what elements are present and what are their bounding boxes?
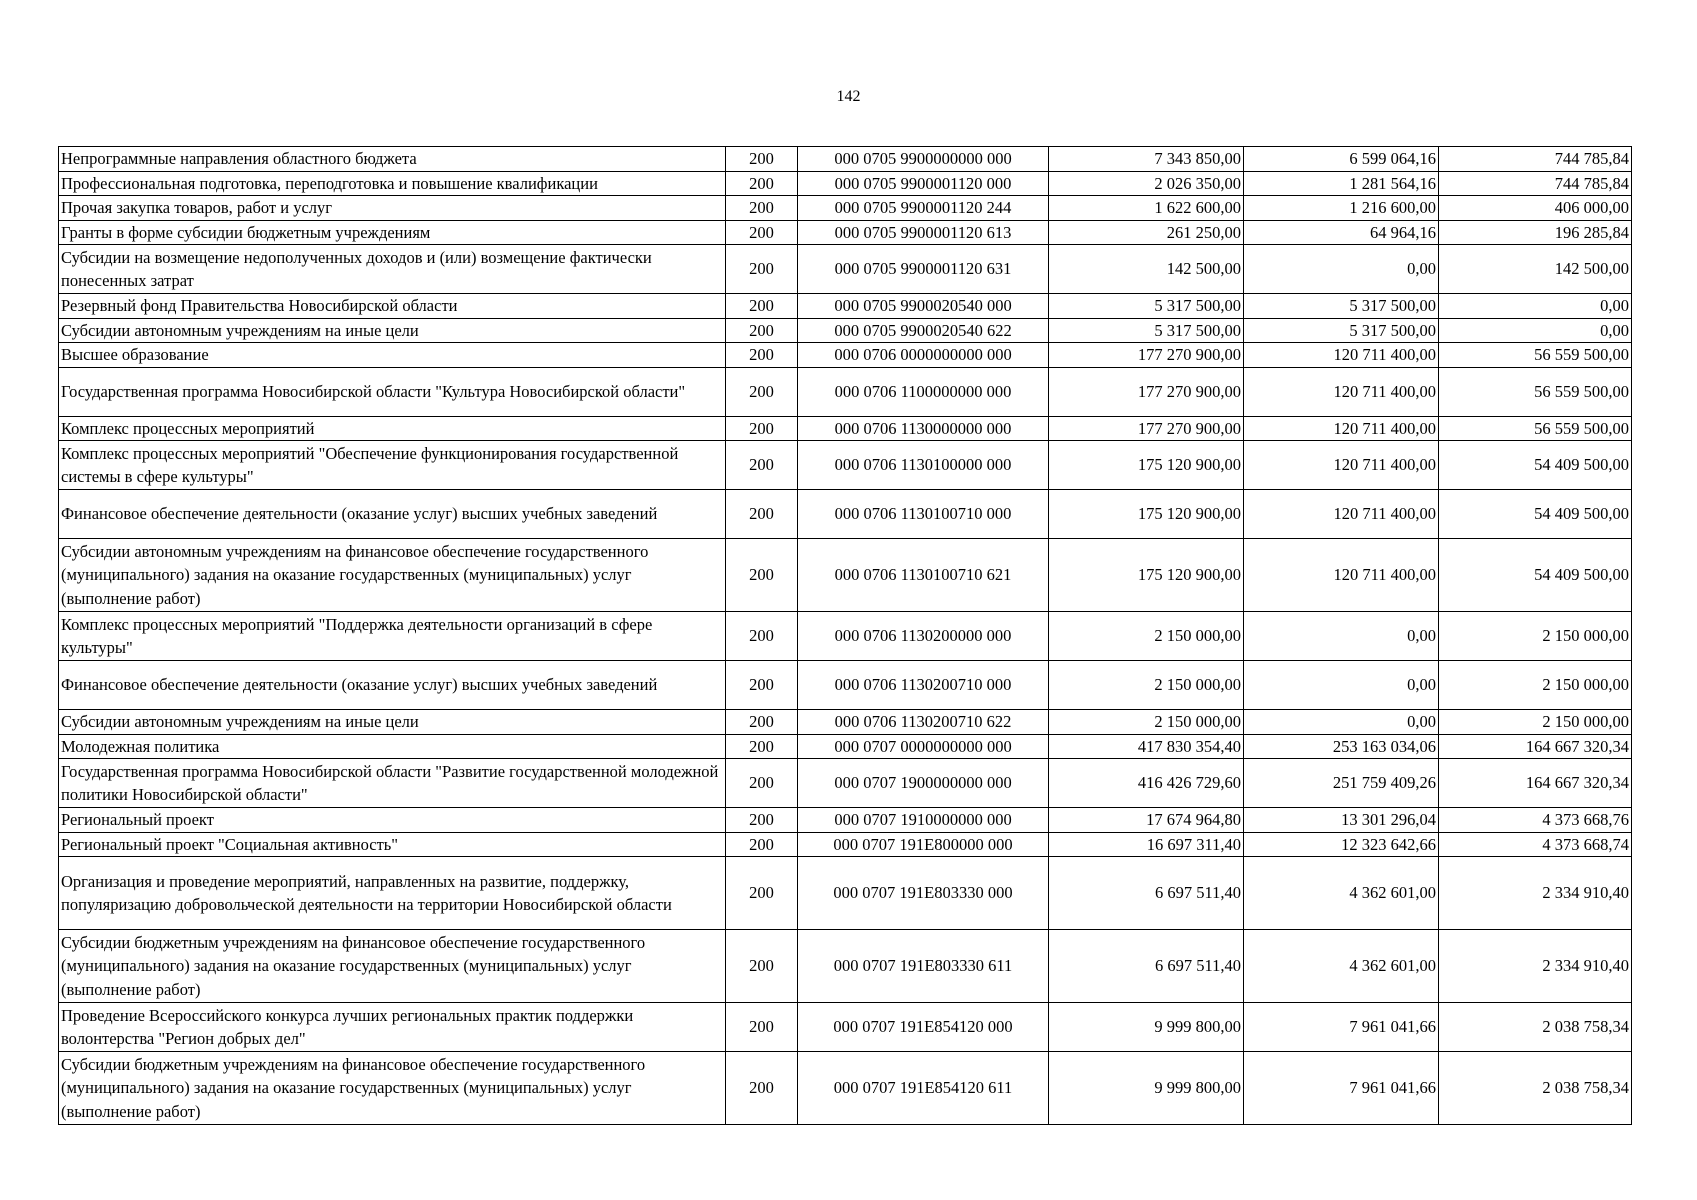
row-executed: 1 216 600,00 [1244,196,1439,221]
row-unexecuted: 164 667 320,34 [1439,759,1632,808]
row-unexecuted: 4 373 668,76 [1439,808,1632,833]
row-budget-code: 000 0705 9900001120 613 [798,220,1049,245]
row-name: Непрограммные направления областного бюджета [59,147,726,172]
table-row [59,759,1632,808]
row-code: 200 [726,318,798,343]
row-unexecuted: 2 150 000,00 [1439,612,1632,661]
row-executed: 13 301 296,04 [1244,808,1439,833]
row-code: 200 [726,367,798,416]
row-unexecuted: 2 038 758,34 [1439,1003,1632,1052]
row-approved: 142 500,00 [1049,245,1244,294]
row-budget-code: 000 0706 1130200710 622 [798,710,1049,735]
row-name: Молодежная политика [59,734,726,759]
table-row [59,416,1632,441]
row-approved: 5 317 500,00 [1049,294,1244,319]
table-row [59,245,1632,294]
row-code: 200 [726,343,798,368]
row-unexecuted: 164 667 320,34 [1439,734,1632,759]
row-code: 200 [726,734,798,759]
row-executed: 1 281 564,16 [1244,171,1439,196]
table-row [59,832,1632,857]
row-unexecuted: 56 559 500,00 [1439,343,1632,368]
table-row [59,343,1632,368]
row-code: 200 [726,661,798,710]
budget-table [58,146,1632,1125]
row-name: Резервный фонд Правительства Новосибирской области [59,294,726,319]
row-approved: 175 120 900,00 [1049,490,1244,539]
row-approved: 2 150 000,00 [1049,710,1244,735]
row-executed: 120 711 400,00 [1244,441,1439,490]
row-approved: 1 622 600,00 [1049,196,1244,221]
row-name: Прочая закупка товаров, работ и услуг [59,196,726,221]
row-approved: 175 120 900,00 [1049,539,1244,612]
row-approved: 177 270 900,00 [1049,343,1244,368]
row-budget-code: 000 0707 191E854120 611 [798,1052,1049,1125]
row-unexecuted: 0,00 [1439,318,1632,343]
row-executed: 0,00 [1244,661,1439,710]
table-row [59,710,1632,735]
row-name: Комплекс процессных мероприятий [59,416,726,441]
row-name: Финансовое обеспечение деятельности (оказание услуг) высших учебных заведений [59,661,726,710]
row-name: Высшее образование [59,343,726,368]
table-row [59,539,1632,612]
row-code: 200 [726,539,798,612]
row-code: 200 [726,930,798,1003]
row-code: 200 [726,441,798,490]
table-row [59,1052,1632,1125]
row-executed: 251 759 409,26 [1244,759,1439,808]
table-row [59,734,1632,759]
row-executed: 120 711 400,00 [1244,367,1439,416]
row-executed: 253 163 034,06 [1244,734,1439,759]
row-unexecuted: 2 334 910,40 [1439,857,1632,930]
row-budget-code: 000 0707 1900000000 000 [798,759,1049,808]
table-row [59,220,1632,245]
row-budget-code: 000 0706 1130200000 000 [798,612,1049,661]
row-code: 200 [726,220,798,245]
row-approved: 2 150 000,00 [1049,661,1244,710]
row-budget-code: 000 0705 9900001120 244 [798,196,1049,221]
table-row [59,1003,1632,1052]
row-name: Субсидии бюджетным учреждениям на финансовое обеспечение государственного (муниципального) задания на оказание государственных (муниципальных) услуг (выполнение работ) [59,930,726,1003]
row-approved: 177 270 900,00 [1049,367,1244,416]
row-executed: 0,00 [1244,612,1439,661]
row-executed: 6 599 064,16 [1244,147,1439,172]
row-budget-code: 000 0705 9900001120 000 [798,171,1049,196]
row-unexecuted: 54 409 500,00 [1439,539,1632,612]
row-approved: 7 343 850,00 [1049,147,1244,172]
row-executed: 120 711 400,00 [1244,539,1439,612]
row-code: 200 [726,759,798,808]
row-approved: 6 697 511,40 [1049,930,1244,1003]
row-unexecuted: 54 409 500,00 [1439,490,1632,539]
row-unexecuted: 2 150 000,00 [1439,710,1632,735]
row-budget-code: 000 0706 1130000000 000 [798,416,1049,441]
row-code: 200 [726,245,798,294]
row-budget-code: 000 0706 1130100710 621 [798,539,1049,612]
row-budget-code: 000 0705 9900000000 000 [798,147,1049,172]
table-row [59,612,1632,661]
row-approved: 9 999 800,00 [1049,1052,1244,1125]
row-code: 200 [726,808,798,833]
table-row [59,171,1632,196]
row-name: Региональный проект [59,808,726,833]
row-approved: 6 697 511,40 [1049,857,1244,930]
row-approved: 9 999 800,00 [1049,1003,1244,1052]
row-budget-code: 000 0705 9900001120 631 [798,245,1049,294]
row-executed: 7 961 041,66 [1244,1052,1439,1125]
row-unexecuted: 744 785,84 [1439,147,1632,172]
row-budget-code: 000 0706 1130100000 000 [798,441,1049,490]
row-unexecuted: 142 500,00 [1439,245,1632,294]
row-executed: 4 362 601,00 [1244,857,1439,930]
row-approved: 5 317 500,00 [1049,318,1244,343]
row-budget-code: 000 0707 1910000000 000 [798,808,1049,833]
table-row [59,367,1632,416]
row-unexecuted: 406 000,00 [1439,196,1632,221]
table-row [59,196,1632,221]
row-unexecuted: 2 150 000,00 [1439,661,1632,710]
table-row [59,490,1632,539]
page-number: 142 [836,88,861,105]
row-name: Профессиональная подготовка, переподготовка и повышение квалификации [59,171,726,196]
row-executed: 5 317 500,00 [1244,318,1439,343]
row-approved: 175 120 900,00 [1049,441,1244,490]
row-executed: 12 323 642,66 [1244,832,1439,857]
table-row [59,930,1632,1003]
row-name: Субсидии на возмещение недополученных доходов и (или) возмещение фактически понесенных затрат [59,245,726,294]
row-code: 200 [726,416,798,441]
row-code: 200 [726,294,798,319]
row-budget-code: 000 0707 191E854120 000 [798,1003,1049,1052]
row-executed: 5 317 500,00 [1244,294,1439,319]
row-code: 200 [726,490,798,539]
row-approved: 2 150 000,00 [1049,612,1244,661]
row-budget-code: 000 0707 191E803330 611 [798,930,1049,1003]
row-approved: 417 830 354,40 [1049,734,1244,759]
row-name: Финансовое обеспечение деятельности (оказание услуг) высших учебных заведений [59,490,726,539]
row-approved: 261 250,00 [1049,220,1244,245]
table-row [59,294,1632,319]
row-approved: 16 697 311,40 [1049,832,1244,857]
table-row [59,441,1632,490]
row-name: Проведение Всероссийского конкурса лучших региональных практик поддержки волонтерства "Регион добрых дел" [59,1003,726,1052]
row-unexecuted: 4 373 668,74 [1439,832,1632,857]
table-row [59,147,1632,172]
row-name: Субсидии бюджетным учреждениям на финансовое обеспечение государственного (муниципального) задания на оказание государственных (муниципальных) услуг (выполнение работ) [59,1052,726,1125]
row-code: 200 [726,857,798,930]
row-name: Государственная программа Новосибирской области "Развитие государственной молодежной политики Новосибирской области" [59,759,726,808]
table-row [59,318,1632,343]
row-executed: 0,00 [1244,245,1439,294]
row-budget-code: 000 0706 1100000000 000 [798,367,1049,416]
row-budget-code: 000 0707 191E800000 000 [798,832,1049,857]
row-budget-code: 000 0705 9900020540 622 [798,318,1049,343]
row-name: Субсидии автономным учреждениям на иные цели [59,318,726,343]
row-unexecuted: 56 559 500,00 [1439,367,1632,416]
row-name: Государственная программа Новосибирской области "Культура Новосибирской области" [59,367,726,416]
row-executed: 64 964,16 [1244,220,1439,245]
table-row [59,808,1632,833]
row-unexecuted: 2 334 910,40 [1439,930,1632,1003]
row-executed: 120 711 400,00 [1244,490,1439,539]
row-budget-code: 000 0707 191E803330 000 [798,857,1049,930]
row-executed: 120 711 400,00 [1244,416,1439,441]
row-approved: 416 426 729,60 [1049,759,1244,808]
row-executed: 120 711 400,00 [1244,343,1439,368]
row-budget-code: 000 0707 0000000000 000 [798,734,1049,759]
row-name: Региональный проект "Социальная активность" [59,832,726,857]
row-name: Гранты в форме субсидии бюджетным учреждениям [59,220,726,245]
row-budget-code: 000 0705 9900020540 000 [798,294,1049,319]
row-approved: 17 674 964,80 [1049,808,1244,833]
row-code: 200 [726,832,798,857]
row-budget-code: 000 0706 1130100710 000 [798,490,1049,539]
row-executed: 7 961 041,66 [1244,1003,1439,1052]
row-name: Субсидии автономным учреждениям на иные цели [59,710,726,735]
row-code: 200 [726,196,798,221]
row-approved: 2 026 350,00 [1049,171,1244,196]
row-name: Организация и проведение мероприятий, направленных на развитие, поддержку, популяризацию добровольческой деятельности на территории Новосибирской области [59,857,726,930]
row-executed: 0,00 [1244,710,1439,735]
row-unexecuted: 0,00 [1439,294,1632,319]
row-unexecuted: 2 038 758,34 [1439,1052,1632,1125]
row-name: Комплекс процессных мероприятий "Поддержка деятельности организаций в сфере культуры" [59,612,726,661]
table-row [59,661,1632,710]
row-unexecuted: 196 285,84 [1439,220,1632,245]
row-approved: 177 270 900,00 [1049,416,1244,441]
row-code: 200 [726,171,798,196]
row-code: 200 [726,710,798,735]
row-code: 200 [726,1003,798,1052]
row-code: 200 [726,147,798,172]
row-budget-code: 000 0706 0000000000 000 [798,343,1049,368]
row-budget-code: 000 0706 1130200710 000 [798,661,1049,710]
row-name: Субсидии автономным учреждениям на финансовое обеспечение государственного (муниципального) задания на оказание государственных (муниципальных) услуг (выполнение работ) [59,539,726,612]
row-code: 200 [726,1052,798,1125]
row-code: 200 [726,612,798,661]
row-name: Комплекс процессных мероприятий "Обеспечение функционирования государственной системы в сфере культуры" [59,441,726,490]
row-executed: 4 362 601,00 [1244,930,1439,1003]
row-unexecuted: 56 559 500,00 [1439,416,1632,441]
row-unexecuted: 744 785,84 [1439,171,1632,196]
row-unexecuted: 54 409 500,00 [1439,441,1632,490]
table-row [59,857,1632,930]
